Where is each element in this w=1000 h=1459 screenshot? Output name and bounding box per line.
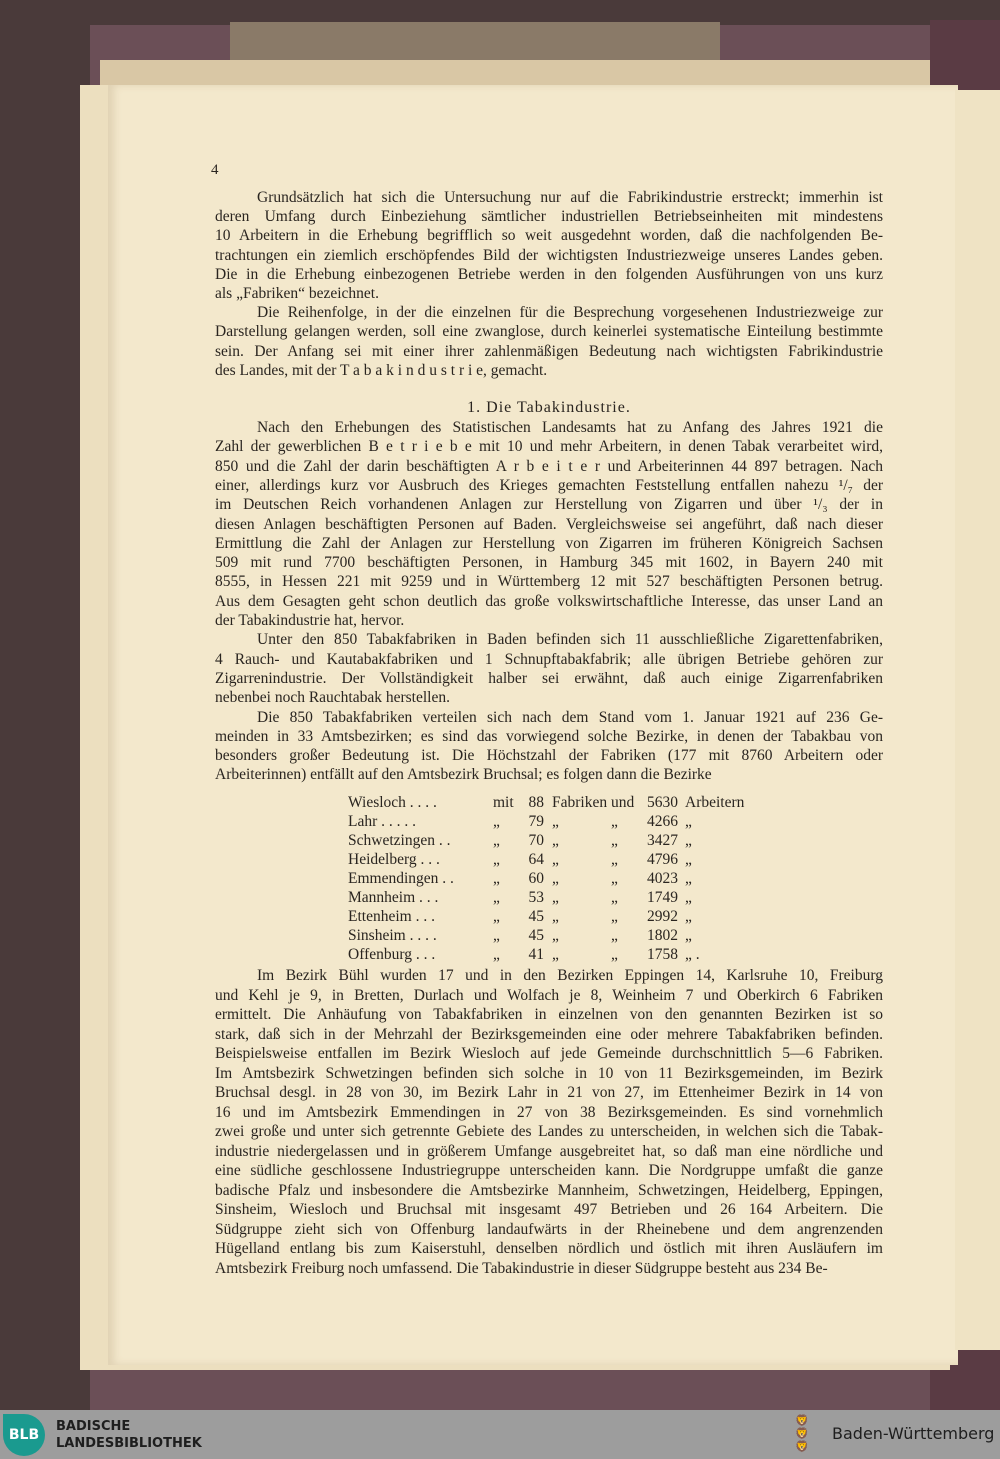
- workers-label: „: [685, 870, 692, 887]
- workers-label: Arbeitern: [685, 794, 745, 811]
- district-name: Ettenheim . . .: [348, 908, 435, 925]
- factories-label: „: [552, 927, 559, 944]
- und-label: „: [611, 946, 618, 963]
- text-line: Amtsbezirk Freiburg noch umfassend. Die Tabakindustrie in dieser Südgruppe besteht aus 234 Be-: [215, 1259, 828, 1277]
- district-name: Lahr . . . . .: [348, 813, 417, 830]
- text-line: des Landes, mit der T a b a k i n d u s t r i e, gemacht.: [215, 361, 548, 379]
- workers-label: „: [685, 927, 692, 944]
- coat-of-arms-icon: 🦁 🦁 🦁: [795, 1414, 809, 1453]
- text-line: Ermittlung die Zahl der Anlagen zur Herstellung von Zigarren im früheren Königreich Sachsen: [215, 534, 883, 552]
- factory-count: 64: [528, 851, 544, 868]
- worker-count: 4023: [647, 870, 678, 887]
- factory-count: 79: [528, 813, 544, 830]
- text-line: ermittelt. Die Anhäufung von Tabakfabriken in einzelnen von den genannten Bezirken ist so: [215, 1006, 883, 1023]
- factories-label: Fabriken: [552, 794, 608, 811]
- worker-count: 1749: [647, 889, 678, 906]
- text-line: Die in die Erhebung einbezogenen Betriebe werden in den folgenden Ausführungen von uns kurz: [215, 265, 883, 283]
- state-name[interactable]: Baden-Württemberg: [832, 1424, 995, 1443]
- table-row: [348, 832, 768, 851]
- worker-count: 4796: [647, 851, 678, 868]
- text-line: eine südliche geschlossene Industriegruppe unterscheiden kann. Die Nordgruppe umfaßt die ganze: [215, 1162, 883, 1179]
- worker-count: 2992: [647, 908, 678, 925]
- text-line: Aus dem Gesagten geht schon deutlich das große volkswirtschaftliche Interesse, das unser Land an: [215, 592, 883, 610]
- text-line: sein. Der Anfang sei mit einer ihrer zahlenmäßigen Bedeutung nach wichtigsten Fabrikindustrie: [215, 342, 883, 360]
- text-line: 4 Rauch- und Kautabakfabriken und 1 Schnupftabakfabrik; alle übrigen Betriebe gehören zur: [215, 650, 883, 668]
- district-name: Heidelberg . . .: [348, 851, 440, 868]
- mit-label: „: [493, 946, 500, 963]
- text-line: einer, allerdings kurz vor Ausbruch des Krieges gemachten Feststellung entfallen nahezu ¹/₇ der: [215, 476, 883, 494]
- text-line: 16 und im Amtsbezirk Emmendingen in 27 von 38 Bezirksgemeinden. Es sind vornehmlich: [215, 1103, 883, 1121]
- text-line: Im Amtsbezirk Schwetzingen befinden sich solche in 10 von 11 Bezirksgemeinden, im Bezirk: [215, 1064, 883, 1082]
- worker-count: 5630: [647, 794, 678, 811]
- mit-label: „: [493, 927, 500, 944]
- text-line: Sinsheim, Wiesloch und Bruchsal mit insgesamt 497 Betrieben und 26 164 Arbeitern. Die: [215, 1201, 883, 1218]
- table-row: [348, 889, 768, 908]
- und-label: „: [611, 832, 618, 849]
- text-line: und Kehl je 9, in Bretten, Durlach und Wolfach je 8, Weinheim 7 und Oberkirch 6 Fabriken: [215, 986, 883, 1004]
- text-line: der Tabakindustrie hat, hervor.: [215, 612, 405, 629]
- text-line: besonders großer Bedeutung ist. Die Höchstzahl der Fabriken (177 mit 8760 Arbeitern oder: [215, 747, 883, 765]
- text-line: badische Pfalz und insbesondere die Amtsbezirke Mannheim, Schwetzingen, Heidelberg, Eppingen,: [215, 1181, 883, 1199]
- worker-count: 4266: [647, 813, 678, 830]
- next-page-edge: [955, 90, 1000, 1350]
- factory-count: 70: [528, 832, 544, 849]
- table-row: [348, 813, 768, 832]
- factories-label: „: [552, 889, 559, 906]
- table-row: [348, 927, 768, 946]
- library-name[interactable]: [56, 1418, 202, 1452]
- und-label: „: [611, 908, 618, 925]
- district-name: Emmendingen . .: [348, 870, 454, 887]
- library-name-line2: LANDESBIBLIOTHEK: [56, 1436, 202, 1451]
- text-line: Darstellung gelangen werden, soll eine zwanglose, durch keinerlei systematische Einteilung bestimmte: [215, 323, 883, 341]
- worker-count: 3427: [647, 832, 678, 849]
- section-heading: 1. Die Tabakindustrie.: [467, 399, 631, 416]
- mit-label: „: [493, 908, 500, 925]
- mit-label: „: [493, 813, 500, 830]
- workers-label: „: [685, 832, 692, 849]
- workers-label: „: [685, 813, 692, 830]
- text-line: zwei große und unter sich getrennte Gebiete des Landes zu unterscheiden, in welchen sich die Tabak-: [215, 1123, 883, 1140]
- workers-label: „: [685, 851, 692, 868]
- factories-label: „: [552, 851, 559, 868]
- page-number: 4: [211, 162, 219, 178]
- text-line: 850 und die Zahl der darin beschäftigten A r b e i t e r und Arbeiterinnen 44 897 betragen. Nach: [215, 457, 883, 475]
- table-row: [348, 908, 768, 927]
- library-name-line1: BADISCHE: [56, 1419, 131, 1434]
- factory-count: 60: [528, 870, 544, 887]
- table-row: [348, 870, 768, 889]
- text-line: 10 Arbeitern in die Erhebung begrifflich so weit ausgedehnt worden, daß die nachfolgenden Be-: [215, 227, 883, 245]
- footer-bar: [0, 1410, 1000, 1459]
- mit-label: mit: [493, 794, 514, 811]
- text-line: deren Umfang durch Einbeziehung sämtlicher industriellen Betriebseinheiten mit mindestens: [215, 208, 883, 226]
- district-name: Sinsheim . . . .: [348, 927, 437, 944]
- text-line: diesen Anlagen beschäftigten Personen auf Baden. Vergleichsweise sei angeführt, daß nach dieser: [215, 515, 883, 533]
- text-line: nebenbei noch Rauchtabak herstellen.: [215, 689, 450, 707]
- paragraph-first-line: Die Reihenfolge, in der die einzelnen für die Besprechung vorgesehenen Industriezweige zur: [257, 304, 883, 322]
- und-label: und: [611, 794, 635, 811]
- factories-label: „: [552, 908, 559, 925]
- factory-count: 45: [528, 908, 544, 925]
- district-name: Schwetzingen . .: [348, 832, 451, 849]
- district-name: Offenburg . . .: [348, 946, 436, 963]
- text-line: Südgruppe zieht sich von Offenburg landaufwärts in der Rheinebene und dem angrenzenden: [215, 1220, 883, 1238]
- text-line: Hügelland entlang bis zum Kaiserstuhl, denselben nördlich und östlich mit ihren Ausläufern im: [215, 1240, 883, 1257]
- table-row: [348, 794, 768, 813]
- paragraph-first-line: Die 850 Tabakfabriken verteilen sich nach dem Stand vom 1. Januar 1921 auf 236 Ge-: [257, 708, 883, 726]
- text-line: trachtungen ein ziemlich erschöpfendes Bild der wichtigsten Industriezweige unseres Landes geben.: [215, 246, 883, 264]
- paragraph-first-line: Im Bezirk Bühl wurden 17 und in den Bezirken Eppingen 14, Karlsruhe 10, Freiburg: [257, 967, 883, 984]
- table-row: [348, 946, 768, 965]
- text-line: 509 mit rund 7700 beschäftigten Personen, in Hamburg 345 mit 1602, in Bayern 240 mit: [215, 554, 883, 572]
- workers-label: „ .: [685, 946, 700, 963]
- text-line: Zigarrenindustrie. Der Vollständigkeit halber sei erwähnt, daß auch einige Zigarrenfabriken: [215, 669, 883, 687]
- text-line: industrie niedergelassen und in größerem Umfange ausgebreitet hat, so daß man eine nördliche und: [215, 1142, 883, 1160]
- district-name: Mannheim . . .: [348, 889, 439, 906]
- factories-label: „: [552, 813, 559, 830]
- factory-count: 53: [528, 889, 544, 906]
- text-line: stark, daß sich in der Mehrzahl der Bezirksgemeinden eine oder mehrere Tabakfabriken befinden.: [215, 1025, 883, 1043]
- workers-label: „: [685, 908, 692, 925]
- und-label: „: [611, 813, 618, 830]
- mit-label: „: [493, 851, 500, 868]
- text-line: im Deutschen Reich vorhandenen Anlagen zur Herstellung von Zigarren und über ¹/₃ der in: [215, 496, 883, 514]
- und-label: „: [611, 889, 618, 906]
- blb-logo[interactable]: BLB: [3, 1414, 45, 1456]
- text-line: als „Fabriken“ bezeichnet.: [215, 285, 379, 302]
- paragraph-first-line: Grundsätzlich hat sich die Untersuchung nur auf die Fabrikindustrie erstreckt; immerhin ist: [257, 189, 883, 206]
- paragraph-first-line: Nach den Erhebungen des Statistischen Landesamts hat zu Anfang des Jahres 1921 die: [257, 419, 883, 436]
- und-label: „: [611, 870, 618, 887]
- district-name: Wiesloch . . . .: [348, 794, 437, 811]
- und-label: „: [611, 851, 618, 868]
- text-line: Zahl der gewerblichen B e t r i e b e mit 10 und mehr Arbeitern, in denen Tabak verarbeitet wird,: [215, 438, 883, 456]
- und-label: „: [611, 927, 618, 944]
- text-line: meinden in 33 Amtsbezirken; es sind das vorwiegend solche Bezirke, in denen der Tabakbau von: [215, 727, 883, 745]
- worker-count: 1758: [647, 946, 678, 963]
- factory-count: 88: [528, 794, 544, 811]
- paragraph-first-line: Unter den 850 Tabakfabriken in Baden befinden sich 11 ausschließliche Zigarettenfabriken,: [257, 631, 883, 649]
- mit-label: „: [493, 870, 500, 887]
- text-line: Beispielsweise entfallen im Bezirk Wiesloch auf jede Gemeinde durchschnittlich 5—6 Fabriken.: [215, 1045, 883, 1062]
- factory-count: 41: [528, 946, 544, 963]
- factories-label: „: [552, 870, 559, 887]
- workers-label: „: [685, 889, 692, 906]
- text-line: Arbeiterinnen) entfällt auf den Amtsbezirk Bruchsal; es folgen dann die Bezirke: [215, 766, 712, 784]
- table-row: [348, 851, 768, 870]
- text-line: 8555, in Hessen 221 mit 9259 und in Württemberg 12 mit 527 beschäftigten Personen betrug.: [215, 573, 883, 591]
- factory-count: 45: [528, 927, 544, 944]
- worker-count: 1802: [647, 927, 678, 944]
- text-line: Bruchsal desgl. in 28 von 30, im Bezirk Lahr in 21 von 27, im Ettenheimer Bezirk in 14 von: [215, 1084, 883, 1101]
- factories-label: „: [552, 946, 559, 963]
- mit-label: „: [493, 832, 500, 849]
- mit-label: „: [493, 889, 500, 906]
- factories-label: „: [552, 832, 559, 849]
